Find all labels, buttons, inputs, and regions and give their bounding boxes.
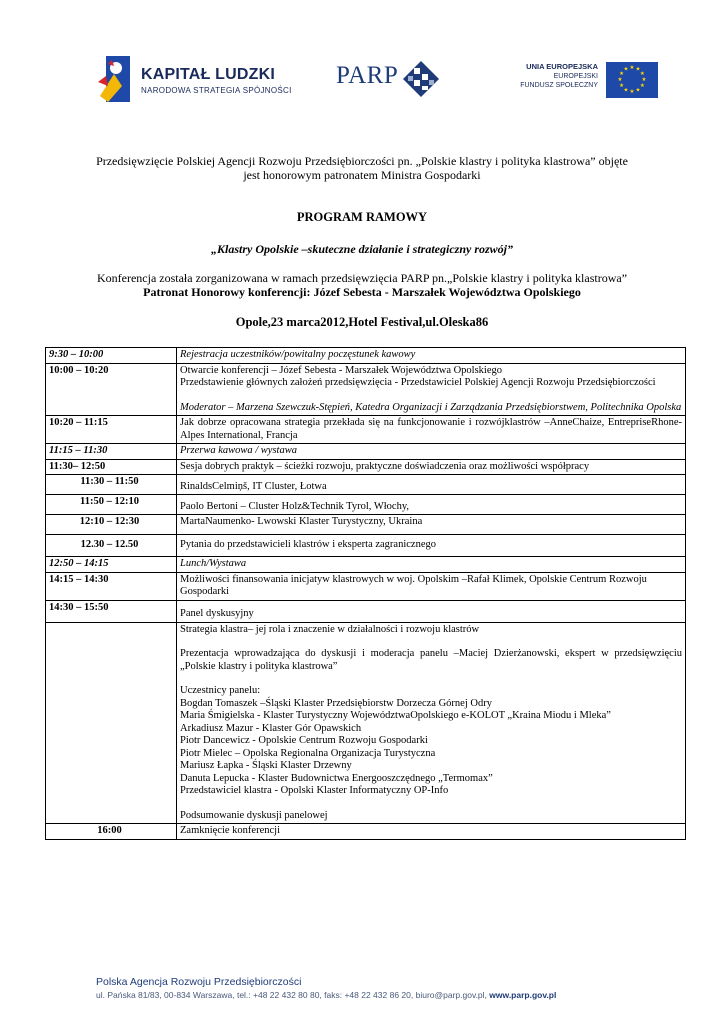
patron-line: Patronat Honorowy konferencji: Józef Sebesta - Marszałek Województwa Opolskiego (143, 285, 581, 299)
table-row (46, 572, 686, 600)
svg-text:★: ★ (629, 89, 635, 95)
table-row (46, 363, 686, 416)
table-row (46, 459, 686, 475)
agenda-time: 10:20 – 11:15 (46, 416, 177, 444)
table-row (46, 444, 686, 460)
eu-line-3: FUNDUSZ SPOŁECZNY (520, 82, 598, 89)
kapital-ludzki-logo (96, 50, 292, 110)
agenda-time: 11:30– 12:50 (46, 459, 177, 475)
agenda-desc: Jak dobrze opracowana strategia przekłada się na funkcjonowanie i rozwójklastrów –AnneChaize, EntrepriseRhone-Alpes International, Francja (177, 416, 686, 444)
agenda-line: Otwarcie konferencji – Józef Sebesta - Marszałek Województwa Opolskiego (180, 364, 503, 376)
svg-text:★: ★ (635, 66, 641, 73)
agenda-desc: MartaNaumenko- Lwowski Klaster Turystyczny, Ukraina (177, 515, 686, 535)
agenda-time: 14:30 – 15:50 (46, 600, 177, 622)
agenda-line: Przedstawienie głównych założeń przedsięwzięcia - Przedstawiciel Polskiej Agencji Rozwoju Przedsiębiorczości (180, 377, 656, 388)
kapital-ludzki-subtitle: NARODOWA STRATEGIA SPÓJNOŚCI (141, 86, 292, 95)
place-date: Opole,23 marca2012,Hotel Festival,ul.Oleska86 (235, 315, 489, 329)
panelist: Przedstawiciel klastra - Opolski Klaster Informatyczny OP-Info (180, 785, 449, 796)
table-row (46, 515, 686, 535)
agenda-line: Prezentacja wprowadzająca do dyskusji i moderacja panelu –Maciej Dzierżanowski, ekspert w przedsięwzięciu „Polskie klastry i polityka klastrowa” (180, 648, 682, 672)
table-row (46, 495, 686, 515)
kapital-ludzki-logo-icon (96, 52, 132, 106)
svg-text:★: ★ (641, 77, 647, 83)
agenda-desc: Pytania do przedstawicieli klastrów i eksperta zagranicznego (177, 535, 686, 557)
svg-text:★: ★ (619, 71, 625, 77)
panelist: Danuta Lepucka - Klaster Budownictwa Energooszczędnego „Termomax” (180, 772, 493, 784)
agenda-line: Uczestnicy panelu: (180, 685, 261, 696)
agenda-line: Podsumowanie dyskusji panelowej (180, 809, 328, 821)
agenda-desc: Paolo Bertoni – Cluster Holz&Technik Tyrol, Włochy, (177, 495, 686, 515)
footer (96, 975, 556, 1001)
footer-website-link[interactable]: www.parp.gov.pl (489, 990, 557, 1000)
agenda-desc (177, 622, 686, 824)
agenda-time: 12.30 – 12.50 (46, 535, 177, 557)
svg-text:★: ★ (617, 77, 623, 83)
agenda-time: 11:30 – 11:50 (46, 475, 177, 495)
parp-logo (336, 58, 446, 100)
program-title: PROGRAM RAMOWY (296, 210, 428, 224)
panelist: Mariusz Łapka - Śląski Klaster Drzewny (180, 760, 352, 771)
svg-text:★: ★ (639, 71, 645, 77)
agenda-desc: RinaldsCelmiņš, IT Cluster, Łotwa (177, 475, 686, 495)
panelist: Arkadiusz Mazur - Klaster Gór Opawskich (180, 722, 362, 734)
footer-org: Polska Agencja Rozwoju Przedsiębiorczości (96, 976, 302, 988)
table-row (46, 475, 686, 495)
table-row (46, 348, 686, 364)
agenda-time: 10:00 – 10:20 (46, 363, 177, 416)
agenda-table (45, 347, 686, 840)
agenda-desc: Sesja dobrych praktyk – ścieżki rozwoju, praktyczne doświadczenia oraz możliwości współpracy (177, 459, 686, 475)
eu-line-1: UNIA EUROPEJSKA (526, 62, 598, 71)
conference-info (40, 271, 684, 299)
table-row (46, 622, 686, 824)
intro-line-2: jest honorowym patronatem Ministra Gospodarki (243, 168, 481, 182)
agenda-desc: Przerwa kawowa / wystawa (177, 444, 686, 460)
agenda-time: 12:10 – 12:30 (46, 515, 177, 535)
conference-line: Konferencja została zorganizowana w ramach przedsięwzięcia PARP pn.„Polskie klastry i polityka klastrowa” (96, 271, 628, 285)
agenda-desc: Lunch/Wystawa (177, 557, 686, 573)
agenda-time: 16:00 (46, 824, 177, 840)
agenda-time: 9:30 – 10:00 (46, 348, 177, 364)
panelist: Piotr Dancewicz - Opolskie Centrum Rozwoju Gospodarki (180, 735, 428, 746)
agenda-time-empty (46, 622, 177, 824)
table-row (46, 416, 686, 444)
agenda-time: 11:50 – 12:10 (46, 495, 177, 515)
panelist: Piotr Mielec – Opolska Regionalna Organizacja Turystyczna (180, 747, 436, 759)
eu-logo-text (520, 62, 598, 90)
agenda-time: 12:50 – 14:15 (46, 557, 177, 573)
eu-line-2: EUROPEJSKI (553, 73, 598, 80)
footer-address: ul. Pańska 81/83, 00-834 Warszawa, tel.: +48 22 432 80 80, faks: +48 22 432 86 20, biuro@parp.gov.pl, (96, 990, 487, 1000)
agenda-line: Strategia klastra– jej rola i znaczenie w działalności i rozwoju klastrów (180, 623, 480, 635)
table-row (46, 824, 686, 840)
svg-text:★: ★ (635, 87, 641, 94)
agenda-desc: Panel dyskusyjny (177, 600, 686, 622)
agenda-time: 14:15 – 14:30 (46, 572, 177, 600)
agenda-desc: Zamknięcie konferencji (177, 824, 686, 840)
intro-text (40, 154, 684, 182)
intro-line-1: Przedsięwzięcie Polskiej Agencji Rozwoju Przedsiębiorczości pn. „Polskie klastry i polityka klastrowa” objęte (96, 154, 628, 168)
table-row (46, 535, 686, 557)
parp-logo-text: PARP (336, 62, 399, 89)
svg-text:★: ★ (619, 83, 625, 89)
agenda-desc: Rejestracja uczestników/powitalny poczęstunek kawowy (177, 348, 686, 364)
table-row (46, 557, 686, 573)
svg-text:★: ★ (639, 83, 645, 89)
table-row (46, 600, 686, 622)
panelist: Bogdan Tomaszek –Śląski Klaster Przedsiębiorstw Dorzecza Górnej Odry (180, 697, 492, 709)
agenda-desc: Możliwości finansowania inicjatyw klastrowych w woj. Opolskim –Rafał Klimek, Opolskie Centrum Rozwoju Gospodarki (177, 572, 686, 600)
footer-address-line (96, 989, 556, 1001)
agenda-moderator: Moderator – Marzena Szewczuk-Stępień, Katedra Organizacji i Zarządzania Przedsiębiorstwem, Politechnika Opolska (180, 401, 682, 413)
kapital-ludzki-title: KAPITAŁ LUDZKI (141, 66, 276, 83)
panelist: Maria Śmigielska - Klaster Turystyczny WojewództwaOpolskiego e-KOLOT „Kraina Miodu i Mleka” (180, 710, 611, 721)
svg-text:★: ★ (623, 87, 629, 94)
eu-logo (518, 60, 658, 100)
svg-text:★: ★ (629, 65, 635, 71)
svg-text:★: ★ (623, 66, 629, 73)
agenda-desc (177, 363, 686, 416)
conference-subtitle: „Klastry Opolskie –skuteczne działanie i strategiczny rozwój” (210, 242, 513, 256)
parp-logo-icon (402, 60, 440, 98)
agenda-time: 11:15 – 11:30 (46, 444, 177, 460)
eu-flag-icon (606, 62, 658, 98)
